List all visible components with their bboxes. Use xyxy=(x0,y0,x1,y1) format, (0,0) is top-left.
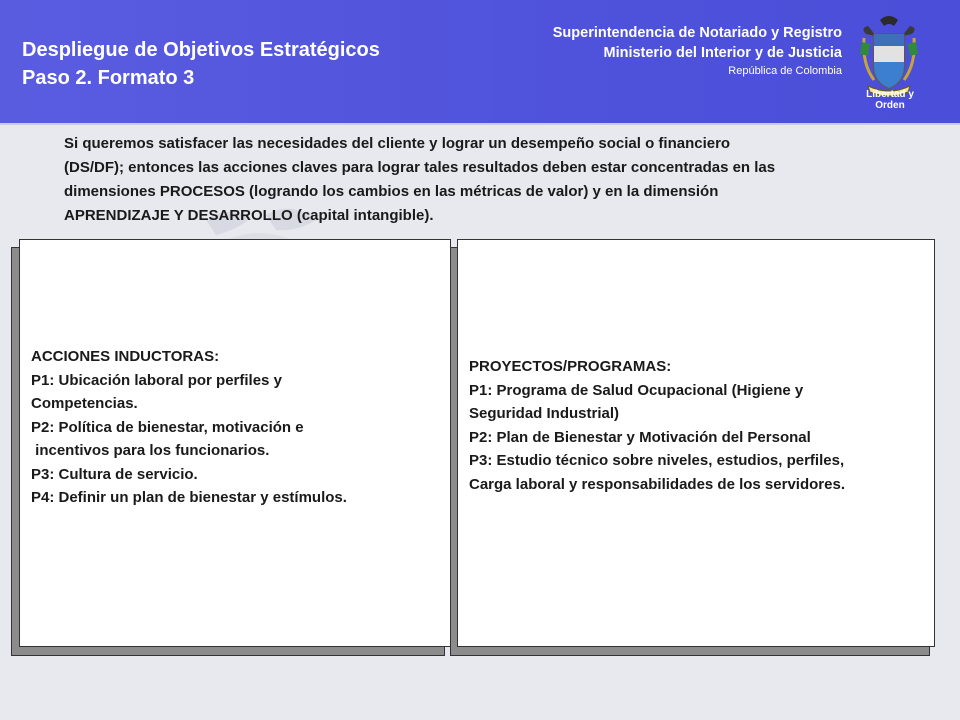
intro-line-1: Si queremos satisfacer las necesidades del cliente y lograr un desempeño social o financiero xyxy=(64,135,731,152)
intro-line-4: APRENDIZAJE Y DESARROLLO (capital intangible). xyxy=(64,207,434,224)
proyectos-line: P1: Programa de Salud Ocupacional (Higiene y xyxy=(469,381,804,399)
country-name: República de Colombia xyxy=(728,65,842,77)
organization-block xyxy=(553,23,842,79)
proyectos-programas-box xyxy=(457,239,935,647)
page-title xyxy=(22,36,380,92)
acciones-line: P3: Cultura de servicio. xyxy=(31,465,198,483)
header-divider xyxy=(0,123,960,125)
acciones-line: incentivos para los funcionarios. xyxy=(31,442,270,459)
motto: Libertad y Orden xyxy=(866,89,914,111)
intro-line-2: (DS/DF); entonces las acciones claves para lograr tales resultados deben estar concentradas en las xyxy=(64,159,776,176)
proyectos-heading: PROYECTOS/PROGRAMAS: xyxy=(469,358,672,375)
acciones-content xyxy=(31,345,444,510)
acciones-inductoras-box xyxy=(19,239,451,647)
proyectos-line: P3: Estudio técnico sobre niveles, estudios, perfiles, xyxy=(469,452,845,469)
ministry-name: Ministerio del Interior y de Justicia xyxy=(603,45,842,61)
proyectos-line: Seguridad Industrial) xyxy=(469,405,620,422)
proyectos-line: Carga laboral y responsabilidades de los servidores. xyxy=(469,475,845,493)
proyectos-content xyxy=(469,355,928,496)
acciones-line: P2: Política de bienestar, motivación e xyxy=(31,418,304,436)
acciones-line: P4: Definir un plan de bienestar y estímulos. xyxy=(31,489,347,506)
header-banner xyxy=(0,0,960,123)
acciones-heading: ACCIONES INDUCTORAS: xyxy=(31,348,220,365)
org-name: Superintendencia de Notariado y Registro xyxy=(552,25,842,41)
intro-line-3: dimensiones PROCESOS (logrando los cambios en las métricas de valor) y en la dimensión xyxy=(64,183,719,200)
acciones-line: P1: Ubicación laboral por perfiles y xyxy=(31,371,282,389)
intro-paragraph xyxy=(60,132,940,228)
proyectos-line: P2: Plan de Bienestar y Motivación del Personal xyxy=(469,428,811,446)
acciones-line: Competencias. xyxy=(31,395,138,412)
title-line-1: Despliegue de Objetivos Estratégicos xyxy=(22,39,380,61)
title-line-2: Paso 2. Formato 3 xyxy=(22,67,195,89)
